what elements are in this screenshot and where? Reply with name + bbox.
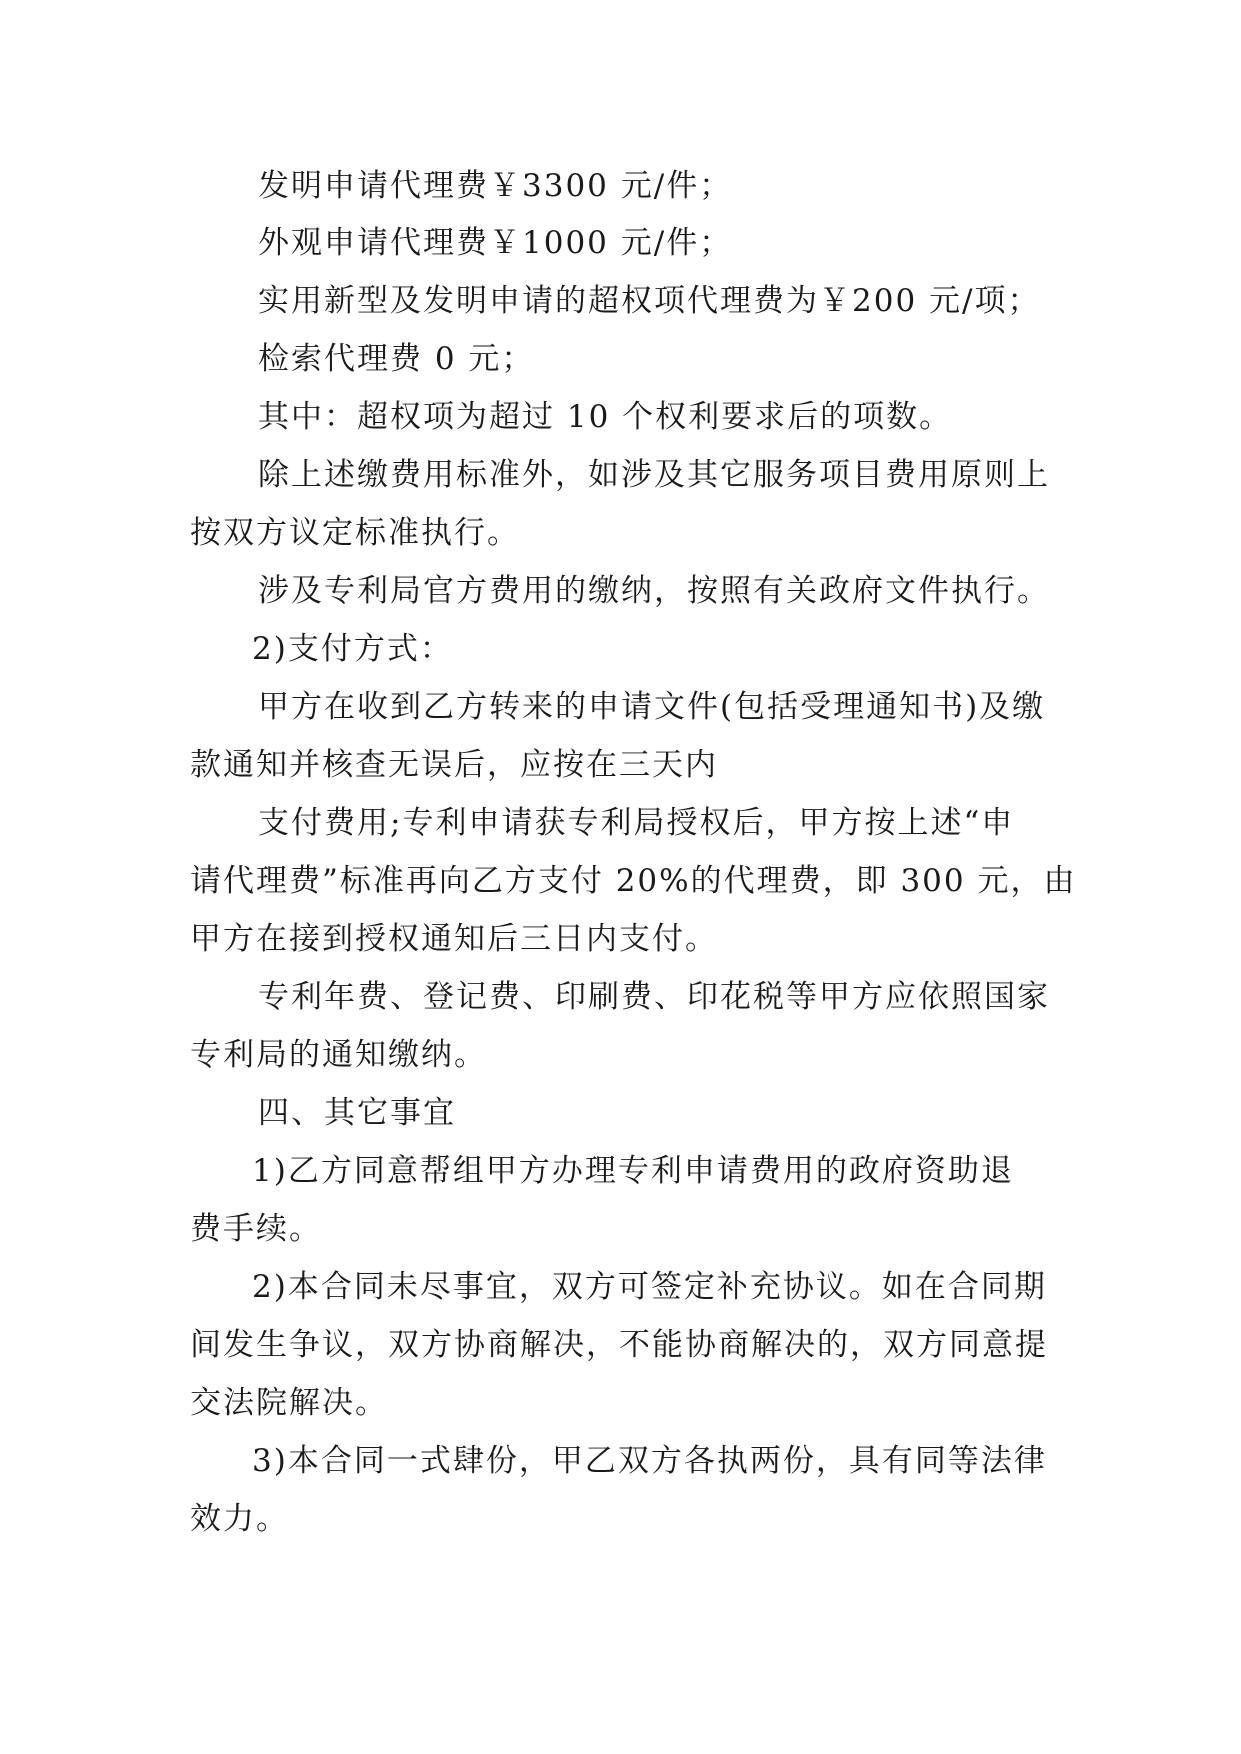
paragraph-annual-fees-2: 专利局的通知缴纳。 bbox=[190, 1037, 487, 1073]
paragraph-payment-1: 甲方在收到乙方转来的申请文件(包括受理通知书)及缴 bbox=[258, 689, 1046, 725]
section-heading-other-matters: 四、其它事宜 bbox=[258, 1095, 456, 1131]
clause-3-line-2: 效力。 bbox=[190, 1501, 289, 1537]
fee-line-design: 外观申请代理费￥1000 元/件； bbox=[258, 225, 733, 261]
paragraph-payment-2: 款通知并核查无误后，应按在三天内 bbox=[190, 747, 718, 783]
clause-2-line-2: 间发生争议，双方协商解决，不能协商解决的，双方同意提 bbox=[190, 1327, 1048, 1363]
fee-line-excess-claims: 实用新型及发明申请的超权项代理费为￥200 元/项； bbox=[258, 283, 1041, 319]
paragraph-official-fees: 涉及专利局官方费用的缴纳，按照有关政府文件执行。 bbox=[258, 573, 1050, 609]
paragraph-other-services-1: 除上述缴费用标准外，如涉及其它服务项目费用原则上 bbox=[258, 457, 1050, 493]
clause-1-line-2: 费手续。 bbox=[190, 1211, 322, 1247]
paragraph-payment-5: 甲方在接到授权通知后三日内支付。 bbox=[190, 921, 718, 957]
fee-line-search: 检索代理费 0 元； bbox=[258, 341, 535, 377]
paragraph-payment-3: 支付费用;专利申请获专利局授权后，甲方按上述“申 bbox=[258, 805, 1015, 841]
fee-line-invention: 发明申请代理费￥3300 元/件； bbox=[258, 168, 733, 204]
paragraph-annual-fees-1: 专利年费、登记费、印刷费、印花税等甲方应依照国家 bbox=[258, 979, 1050, 1015]
section-payment-method: 2)支付方式： bbox=[252, 631, 453, 667]
clause-2-line-1: 2)本合同未尽事宜，双方可签定补充协议。如在合同期 bbox=[252, 1269, 1047, 1305]
clause-1-line-1: 1)乙方同意帮组甲方办理专利申请费用的政府资助退 bbox=[252, 1153, 1014, 1189]
paragraph-payment-4: 请代理费”标准再向乙方支付 20%的代理费，即 300 元，由 bbox=[190, 863, 1077, 899]
clause-3-line-1: 3)本合同一式肆份，甲乙双方各执两份，具有同等法律 bbox=[252, 1443, 1047, 1479]
note-excess-claims: 其中：超权项为超过 10 个权利要求后的项数。 bbox=[258, 399, 953, 435]
paragraph-other-services-2: 按双方议定标准执行。 bbox=[190, 515, 520, 551]
clause-2-line-3: 交法院解决。 bbox=[190, 1385, 388, 1421]
